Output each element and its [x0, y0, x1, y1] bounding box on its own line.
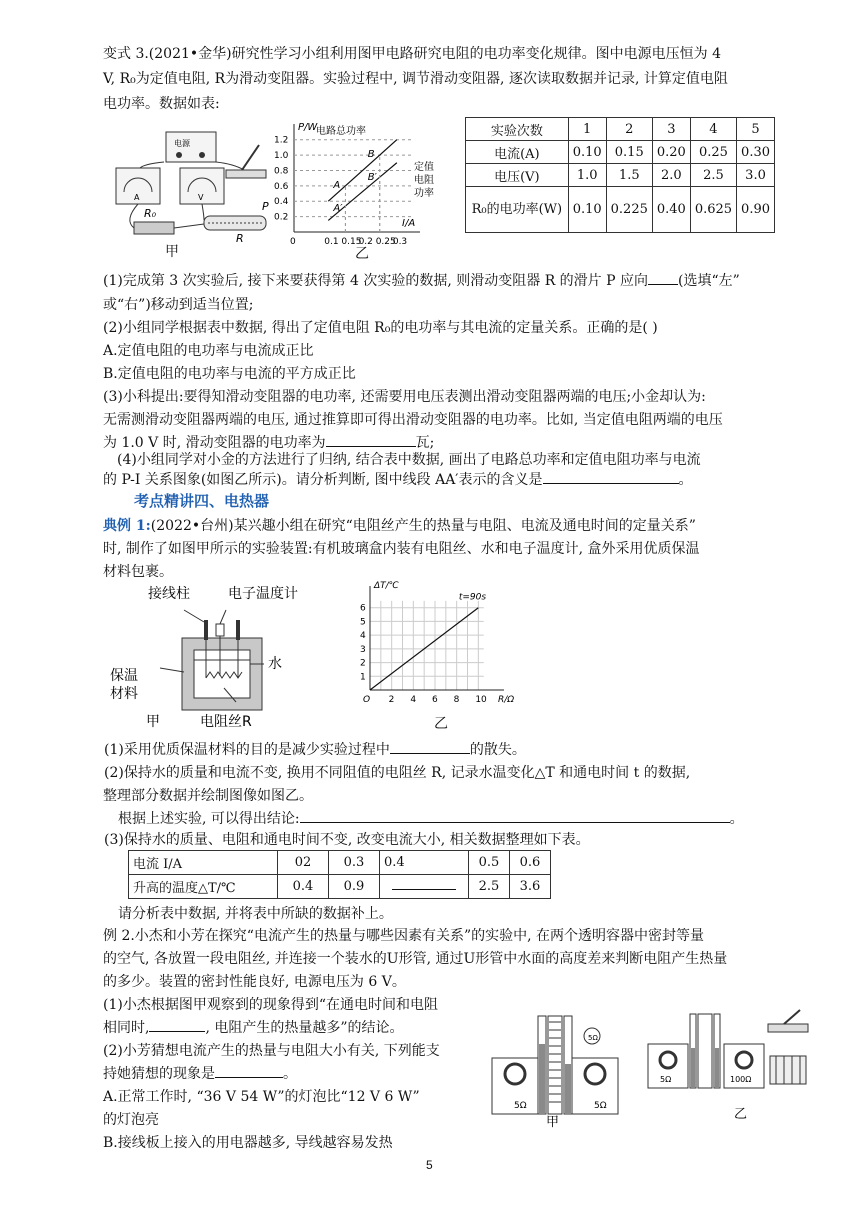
table-cell: 0.30: [737, 141, 775, 164]
v3-q3-text: 为 1.0 V 时, 滑动变阻器的电功率为: [103, 435, 326, 451]
table-cell: 0.15: [606, 141, 652, 164]
pi-chart: [272, 118, 442, 250]
table-cell: 02: [278, 851, 329, 875]
table-header-cell: 1: [568, 118, 606, 141]
ex2-line-3: 的多少。装置的密封性能良好, 电源电压为 6 V。: [103, 974, 406, 990]
table-cell: 0.4: [380, 851, 469, 875]
resistor-label: 100Ω: [730, 1075, 752, 1084]
resistor-label: 5Ω: [594, 1101, 607, 1111]
y-axis-label: P/W: [298, 122, 318, 133]
ex1-q1-text: (1)采用优质保温材料的目的是减少实验过程中: [104, 742, 390, 758]
water-label: 水: [268, 656, 282, 672]
ex2-option-b: B.接线板上接入的用电器越多, 导线越容易发热: [103, 1135, 393, 1151]
x-axis-label: R/Ω: [498, 695, 515, 705]
v3-q2-option-a: A.定值电阻的电功率与电流成正比: [103, 343, 314, 359]
table-cell: 0.4: [278, 875, 329, 899]
ex1-q2-line-3: [118, 809, 744, 829]
v3-q3-line-2: 无需测滑动变阻器两端的电压, 通过推算即可得出滑动变阻器的电功率。比如, 当定值电阻两端的电压: [103, 412, 723, 428]
v3-q3-unit: 瓦;: [415, 435, 435, 451]
x-tick-label: 0.15: [341, 237, 362, 247]
ex1-q2-text: 根据上述实验, 可以得出结论:: [118, 811, 300, 827]
p-label: P: [262, 200, 269, 213]
y-tick-label: 5: [360, 617, 366, 628]
answer-blank[interactable]: [300, 822, 730, 823]
v3-q1: [103, 271, 740, 291]
fig-jia-label: 甲: [165, 244, 179, 260]
ex1-q1-end: 的散失。: [469, 742, 526, 758]
resistor-label: 5Ω: [588, 1034, 598, 1042]
table-cell: 0.25: [690, 141, 736, 164]
x-tick-label: 0.2: [358, 237, 373, 247]
v3-q1-text: (1)完成第 3 次实验后, 接下来要获得第 4 次实验的数据, 则滑动变阻器 R 的滑片 P 应向: [103, 273, 649, 289]
y-tick-label: 0.2: [274, 212, 289, 223]
fig-yi-label: 乙: [734, 1107, 748, 1122]
v3-q1-cont: 或“右”)移动到适当位置;: [103, 297, 254, 313]
u-tube-diagram: [488, 1008, 818, 1128]
insulation-label-1: 保温: [110, 668, 138, 684]
table-cell: 0.10: [568, 141, 606, 164]
x-tick-label: 10: [475, 695, 487, 705]
insulation-label-2: 材料: [110, 686, 138, 702]
table-cell: 0.40: [652, 187, 690, 233]
x-tick-label: O: [363, 695, 371, 705]
apparatus-diagram-jia: [104, 580, 344, 730]
y-tick-label: 0.8: [274, 166, 289, 177]
answer-blank[interactable]: [543, 483, 679, 484]
table-cell: 0.5: [469, 851, 510, 875]
table-cell: 电流(A): [466, 141, 569, 164]
table-cell: 0.3: [329, 851, 380, 875]
v3-line-1: 变式 3.(2021•金华)研究性学习小组利用图甲电路研究电阻的电功率变化规律。图中电源电压恒为 4: [103, 46, 721, 62]
ex1-line-3: 材料包裹。: [103, 564, 173, 580]
point-label: A′: [333, 202, 343, 214]
table-cell: 3.6: [510, 875, 551, 899]
table-cell: 2.5: [469, 875, 510, 899]
v3-q4-end: 。: [678, 472, 693, 488]
table-cell: 1.0: [568, 164, 606, 187]
y-axis-label: ΔT/℃: [374, 581, 399, 591]
y-tick-label: 1.0: [274, 151, 289, 162]
ex2-q2-line-1: (2)小芳猜想电流产生的热量与电阻大小有关, 下列能支: [103, 1043, 440, 1059]
wire-label: 电阻丝R: [200, 714, 252, 730]
table-cell: 2.5: [690, 164, 736, 187]
section-heading: 考点精讲四、电热器: [134, 492, 270, 510]
table-cell: 升高的温度△T/℃: [129, 875, 278, 899]
v3-q3-line-1: (3)小科提出:要得知滑动变阻器的电功率, 还需要用电压表测出滑动变阻器两端的电压;小金却认为:: [103, 389, 706, 405]
x-tick-label: 4: [410, 695, 417, 705]
table-cell: 0.6: [510, 851, 551, 875]
svg-text:V: V: [198, 193, 204, 202]
v3-q4-line-1: (4)小组同学对小金的方法进行了归纳, 结合表中数据, 画出了电路总功率和定值电阻功率与电流: [117, 452, 701, 468]
series-label: 定值: [414, 162, 434, 173]
ex1-current-table: [128, 850, 551, 899]
v3-data-table: [465, 117, 775, 233]
point-label: B′: [367, 172, 377, 184]
v3-q2-option-b: B.定值电阻的电功率与电流的平方成正比: [103, 366, 356, 382]
table-cell: 电压(V): [466, 164, 569, 187]
table-cell: 电流 I/A: [129, 851, 278, 875]
answer-blank[interactable]: [648, 284, 678, 285]
x-tick-label: 0.3: [392, 237, 408, 247]
resistor-label: 5Ω: [660, 1075, 672, 1084]
y-tick-label: 2: [360, 658, 366, 669]
r0-label: R₀: [144, 207, 157, 220]
v3-line-2: V, R₀为定值电阻, R为滑动变阻器。实验过程中, 调节滑动变阻器, 逐次读取数据并记录, 计算定值电阻: [103, 71, 728, 87]
thermometer-label: 电子温度计: [228, 586, 298, 602]
x-axis-label: I/A: [402, 218, 416, 229]
answer-blank[interactable]: [149, 1031, 205, 1032]
series-label: 电路总功率: [316, 126, 366, 137]
fig-jia-label: 甲: [546, 1115, 560, 1128]
ex2-q1-end: , 电阻产生的热量越多”的结论。: [205, 1020, 404, 1036]
ex2-q2-end: 。: [283, 1066, 297, 1082]
table-header-cell: 实验次数: [466, 118, 569, 141]
table-cell: 0.225: [606, 187, 652, 233]
terminal-label: 接线柱: [148, 586, 190, 602]
x-tick-label: 8: [453, 695, 460, 705]
y-tick-label: 6: [360, 603, 366, 614]
table-header-cell: 5: [737, 118, 775, 141]
table-header-cell: 3: [652, 118, 690, 141]
ex1-line-2: 时, 制作了如图甲所示的实验装置:有机玻璃盒内装有电阻丝、水和电子温度计, 盒外采用优质保温: [103, 541, 700, 557]
x-tick-label: 0.25: [375, 237, 396, 247]
ex1-q2-line-1: (2)保持水的质量和电流不变, 换用不同阻值的电阻丝 R, 记录水温变化△T 和通电时间 t 的数据,: [104, 765, 691, 781]
table-cell: R₀的电功率(W): [466, 187, 569, 233]
table-cell: 0.625: [690, 187, 736, 233]
table-cell: 1.5: [606, 164, 652, 187]
ex1-q3: (3)保持水的质量、电阻和通电时间不变, 改变电流大小, 相关数据整理如下表。: [104, 832, 590, 848]
ex2-option-a-line-2: 的灯泡亮: [103, 1112, 159, 1128]
ex2-line-1: 例 2.小杰和小芳在探究“电流产生的热量与哪些因素有关系”的实验中, 在两个透明容器中密封等量: [103, 928, 705, 944]
x-tick-label: 6: [432, 695, 438, 705]
table-cell: 0.20: [652, 141, 690, 164]
x-tick-label: 0.1: [324, 237, 339, 247]
ex2-q1-text: 相同时,: [103, 1020, 150, 1036]
y-tick-label: 0.4: [274, 197, 289, 208]
v3-q4-line-2: [103, 470, 693, 490]
ex1-q1: [104, 740, 526, 760]
fig-yi-label-2: 乙: [434, 716, 448, 732]
y-tick-label: 1.2: [274, 135, 289, 146]
v3-line-3: 电功率。数据如表:: [103, 96, 220, 112]
y-tick-label: 1: [360, 672, 366, 683]
table-cell: 0.10: [568, 187, 606, 233]
table-cell: 0.90: [737, 187, 775, 233]
fig-yi-label: 乙: [355, 246, 369, 262]
series-label: 功率: [414, 188, 434, 199]
dt-r-chart: [350, 578, 530, 708]
resistor-label: 5Ω: [514, 1101, 527, 1111]
r-label: R: [236, 232, 244, 245]
fig-jia-label: 甲: [146, 714, 160, 730]
ex2-q1-line-2: [103, 1018, 404, 1038]
answer-blank[interactable]: [215, 1077, 283, 1078]
v3-q2: (2)小组同学根据表中数据, 得出了定值电阻 R₀的电功率与其电流的定量关系。正确的是( ): [103, 320, 658, 336]
ex1-q3-instruction: 请分析表中数据, 并将表中所缺的数据补上。: [118, 906, 393, 922]
ex2-q2-line-2: [103, 1064, 297, 1084]
series-label: 电阻: [414, 175, 434, 186]
power-supply-label: 电源: [174, 139, 190, 148]
table-header-cell: 2: [606, 118, 652, 141]
ex1-q2-line-2: 整理部分数据并绘制图像如图乙。: [103, 788, 313, 804]
svg-text:A: A: [134, 193, 140, 202]
circuit-diagram-jia: [104, 120, 284, 255]
point-label: B: [367, 149, 375, 161]
table-header-cell: 4: [690, 118, 736, 141]
y-tick-label: 3: [360, 644, 366, 655]
point-label: A: [333, 179, 341, 191]
ex1-line-1-text: (2022•台州)某兴趣小组在研究“电阻丝产生的热量与电阻、电流及通电时间的定量关系”: [150, 518, 696, 534]
table-cell: 2.0: [652, 164, 690, 187]
x-tick-label: 0: [290, 237, 296, 247]
table-cell: 0.9: [329, 875, 380, 899]
ex2-option-a-line-1: A.正常工作时, “36 V 54 W”的灯泡比“12 V 6 W”: [103, 1089, 420, 1105]
x-tick-label: 2: [388, 695, 395, 705]
ex1-line-1: [103, 516, 696, 536]
answer-cell[interactable]: [380, 875, 469, 899]
y-tick-label: 0.6: [274, 181, 289, 192]
ex2-q1-line-1: (1)小杰根据图甲观察到的现象得到“在通电时间和电阻: [103, 997, 438, 1013]
table-cell: 3.0: [737, 164, 775, 187]
chart-annotation: t=90s: [458, 592, 487, 603]
ex2-q2-text: 持她猜想的现象是: [103, 1066, 215, 1082]
answer-blank[interactable]: [326, 446, 416, 447]
ex1-tag: 典例 1:: [103, 518, 151, 534]
v3-q1-hint: (选填“左”: [678, 273, 740, 289]
ex2-line-2: 的空气, 各放置一段电阻丝, 并连接一个装水的U形管, 通过U形管中水面的高度差来判断电阻产生热量: [103, 951, 728, 967]
answer-blank[interactable]: [390, 753, 470, 754]
v3-q4-text: 的 P-I 关系图象(如图乙所示)。请分析判断, 图中线段 AA′表示的含义是: [103, 472, 543, 488]
ex1-q2-end: 。: [729, 811, 744, 827]
page-number: 5: [426, 1158, 433, 1172]
y-tick-label: 4: [360, 631, 366, 642]
